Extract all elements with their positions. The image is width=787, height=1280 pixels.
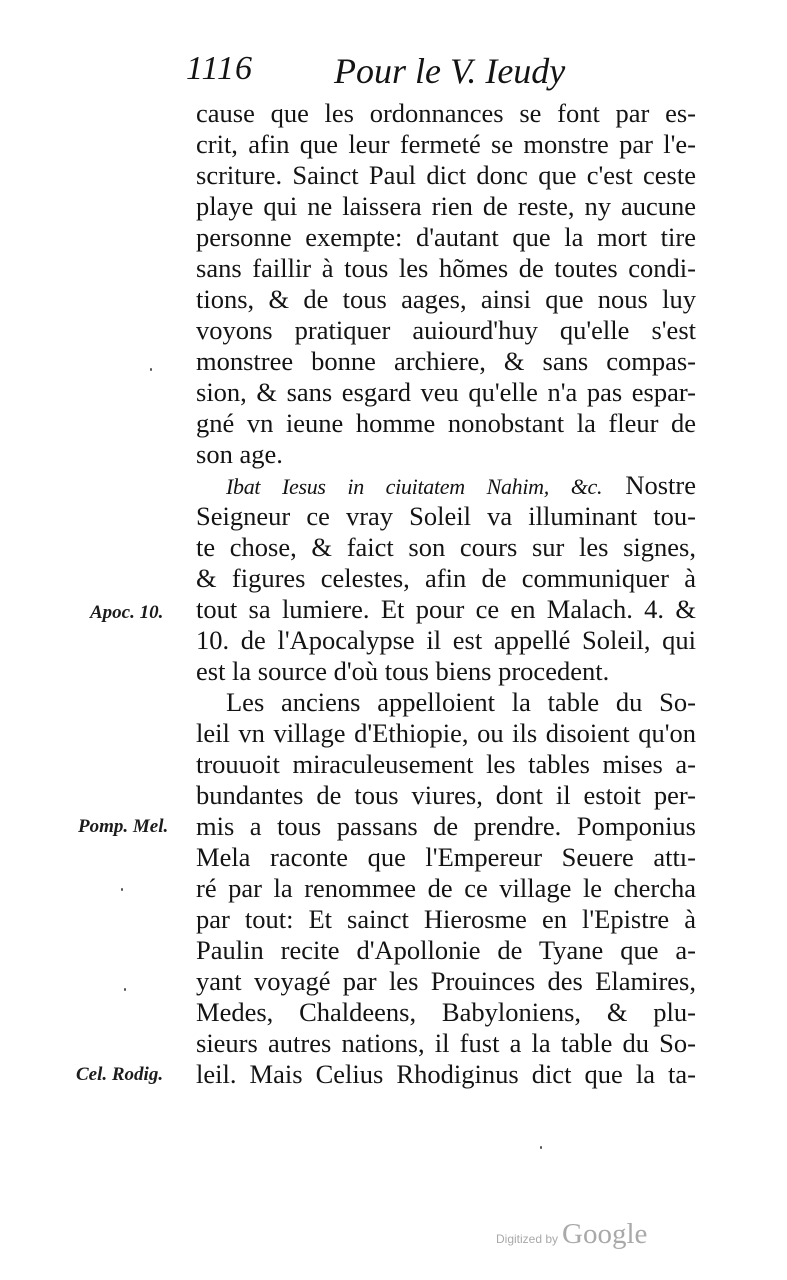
text-line: Mela raconte que l'Empereur Seuere attı- [196, 842, 696, 872]
text-line: & figures celestes, afin de communiquer à [196, 563, 696, 593]
margin-note-apoc: Apoc. 10. [90, 602, 164, 623]
text-line: cause que les ordonnances se font par es- [196, 98, 696, 128]
latin-quotation: Ibat Iesus in ciuitatem Nahim, &c. [226, 474, 603, 499]
text-line: Les anciens appelloient la table du So- [226, 687, 696, 717]
margin-note-pomp: Pomp. Mel. [78, 816, 169, 837]
watermark-prefix: Digitized by [496, 1232, 559, 1246]
text-line: playe qui ne laissera rien de reste, ny aucune [196, 191, 696, 221]
text-line: trouuoit miraculeusement les tables mises a- [196, 749, 696, 779]
body-text [196, 98, 696, 1090]
google-logo: Google [562, 1218, 648, 1250]
text-line: Medes, Chaldeens, Babyloniens, & plu- [196, 997, 696, 1027]
text-line: Seigneur ce vray Soleil va illuminant tou- [196, 501, 696, 531]
text-line: est la source d'où tous biens procedent. [196, 656, 610, 686]
text-line: leil vn village d'Ethiopie, ou ils disoient qu'on [196, 718, 696, 748]
text-line: crit, afin que leur fermeté se monstre par l'e- [196, 129, 696, 159]
ink-speck [150, 368, 152, 371]
text-line: tout sa lumiere. Et pour ce en Malach. 4. & [196, 594, 696, 624]
digitized-watermark [496, 1218, 647, 1251]
text-line: personne exempte: d'autant que la mort tire [196, 222, 696, 252]
text-line: voyons pratiquer auiourd'huy qu'elle s'est [196, 315, 696, 345]
text-line: Paulin recite d'Apollonie de Tyane que a- [196, 935, 696, 965]
text-line: leil. Mais Celius Rhodiginus dict que la ta- [196, 1059, 696, 1089]
text-line: sieurs autres nations, il fust a la table du So- [196, 1028, 696, 1058]
text-line: te chose, & faict son cours sur les signes, [196, 532, 696, 562]
text-line: gné vn ieune homme nonobstant la fleur de [196, 408, 696, 438]
running-head: Pour le V. Ieudy [334, 51, 566, 91]
text-line: sans faillir à tous les hõmes de toutes condi- [196, 253, 696, 283]
text-line: mis a tous passans de prendre. Pomponius [196, 811, 696, 841]
text-line: scriture. Sainct Paul dict donc que c'est ceste [196, 160, 696, 190]
text-line: par tout: Et sainct Hierosme en l'Epistre à [196, 904, 696, 934]
text-line: sion, & sans esgard veu qu'elle n'a pas espar- [196, 377, 696, 407]
ink-speck [540, 1146, 542, 1149]
page-header [186, 50, 706, 94]
text-line: monstree bonne archiere, & sans compas- [196, 346, 696, 376]
text-line: son age. [196, 439, 283, 469]
text-line: tions, & de tous aages, ainsi que nous luy [196, 284, 696, 314]
paragraph-opening-line [196, 470, 696, 501]
ink-speck [121, 888, 123, 891]
text-line: yant voyagé par les Prouinces des Elamires, [196, 966, 696, 996]
text-fragment: Nostre [625, 470, 696, 500]
page-number: 1116 [186, 50, 253, 87]
text-line: bundantes de tous viures, dont il estoit per- [196, 780, 696, 810]
text-line: ré par la renommee de ce village le chercha [196, 873, 696, 903]
ink-speck [124, 988, 126, 991]
text-line: 10. de l'Apocalypse il est appellé Soleil, qui [196, 625, 696, 655]
margin-note-cel: Cel. Rodig. [76, 1064, 164, 1085]
